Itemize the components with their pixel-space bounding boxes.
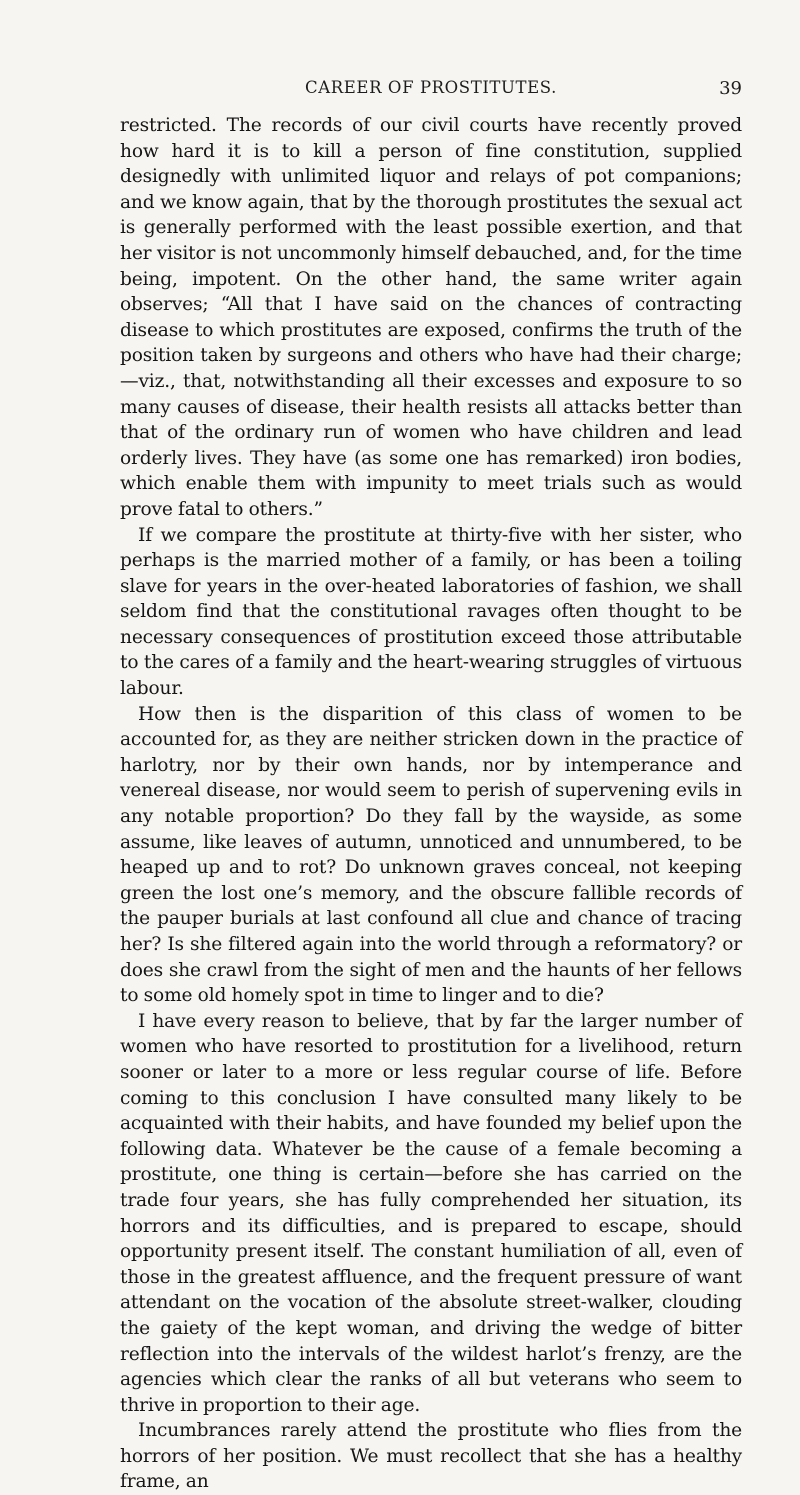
running-head <box>120 78 742 102</box>
paragraph-belief: I have every reason to believe, that by far the larger number of women who have resorted to prostitution for a livelihood, return sooner or later to a more or less regular course of life. Before coming to this conclusion I have consulted many likely to be acquainted with their habits, and have founded my belief upon the following data. Whatever be the cause of a female becoming a prostitute, one thing is certain—before she has carried on the trade four years, she has fully comprehended her situation, its horrors and its difficulties, and is prepared to escape, should opportunity present itself. The constant humiliation of all, even of those in the greatest affluence, and the frequent pressure of want attendant on the vocation of the absolute street-walker, clouding the gaiety of the kept woman, and driving the wedge of bitter reflection into the intervals of the wildest harlot’s frenzy, are the agencies which clear the ranks of all but veterans who seem to thrive in proportion to their age. <box>120 1010 742 1416</box>
paragraph-comparison: If we compare the prostitute at thirty-five with her sister, who perhaps is the married mother of a family, or has been a toiling slave for years in the over-heated laboratories of fashion, we shall seldom find that the constitutional ravages often thought to be necessary consequences of prostitution exceed those attributable to the cares of a family and the heart-wearing struggles of virtuous labour. <box>120 524 742 700</box>
page-number: 39 <box>719 78 742 99</box>
paragraph-disparition: How then is the disparition of this class of women to be accounted for, as they are neither stricken down in the practice of harlotry, nor by their own hands, nor by intemperance and venereal disease, nor would seem to perish of supervening evils in any notable proportion? Do they fall by the wayside, as some assume, like leaves of autumn, unnoticed and unnumbered, to be heaped up and to rot? Do unknown graves conceal, not keeping green the lost one’s memory, and the obscure fallible records of the pauper burials at last confound all clue and chance of tracing her? Is she filtered again into the world through a reformatory? or does she crawl from the sight of men and the haunts of her fellows to some old homely spot in time to linger and to die? <box>120 703 742 1007</box>
body-text <box>120 113 742 1495</box>
paragraph-continuation: restricted. The records of our civil courts have recently proved how hard it is to kill a person of fine constitution, supplied designedly with unlimited liquor and relays of pot companions; and we know again, that by the thorough prostitutes the sexual act is generally performed with the least possible exertion, and that her visitor is not uncommonly himself debauched, and, for the time being, impotent. On the other hand, the same writer again observes; “All that I have said on the chances of contracting disease to which prostitutes are exposed, confirms the truth of the position taken by surgeons and others who have had their charge;—viz., that, notwithstanding all their excesses and exposure to so many causes of disease, their health resists all attacks better than that of the ordinary run of women who have children and lead orderly lives. They have (as some one has remarked) iron bodies, which enable them with impunity to meet trials such as would prove fatal to others.” <box>120 115 742 520</box>
paragraph-incumbrances: Incumbrances rarely attend the prostitute who flies from the horrors of her position. We must recollect that she has a healthy frame, an <box>120 1420 742 1493</box>
running-title: CAREER OF PROSTITUTES. <box>305 78 557 97</box>
